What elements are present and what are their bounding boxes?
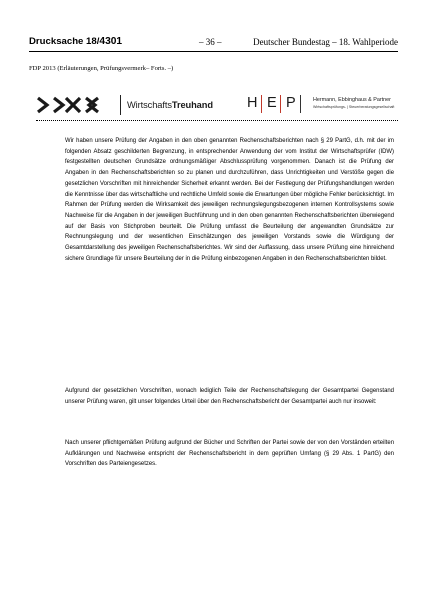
wirtschaftstreuhand-logo-mark [36,94,100,116]
hep-logo-mark [247,94,305,116]
hep-letter-e: E [267,95,277,111]
document-label: Drucksache 18/ [29,36,100,47]
document-number [29,36,122,47]
wordmark-bold: Treuhand [171,100,213,110]
wirtschaftstreuhand-wordmark [127,100,213,110]
section-subheader: FDP 2013 (Erläuterungen, Prüfungsvermerk– Forts. –) [29,65,174,72]
audit-paragraph: Aufgrund der gesetzlichen Vorschriften, wonach lediglich Teile der Rechenschaftslegung der Gesamtpartei Gegenstand unserer Prüfung waren, gilt unser folgendes Urteil über den Rechenschaftsbericht der Gesamtpartei auch nur insoweit: [65,388,394,405]
hep-bar-divider [300,95,301,113]
logo-divider [120,95,121,115]
document-number-value: 4301 [99,36,123,47]
logo-separator-rule [36,120,398,121]
running-header [29,35,398,52]
hep-firm-subtitle: Wirtschaftsprüfungs- | Steuerberatungsgesellschaft [313,105,395,109]
hep-letter-p: P [286,95,296,111]
wordmark-light: Wirtschafts [127,100,172,110]
publisher-label: Deutscher Bundestag – 18. Wahlperiode [253,37,398,47]
hep-bar-accent [261,95,262,113]
page-number: – 36 – [199,37,222,47]
hep-bar-accent [280,95,281,113]
hep-letter-h: H [247,95,258,111]
hep-firm-name: Hermann, Ebbinghaus & Partner [313,97,391,103]
audit-paragraph: Nach unserer pflichtgemäßen Prüfung aufgrund der Bücher und Schriften der Partei sowie der von den Vorständen erteilten Aufklärungen und Nachweise entspricht der Rechenschaftsbericht in dem geprüften Umfang (§ 29 Abs. 1 PartG) den Vorschriften des Parteiengesetzes. [65,440,394,468]
audit-paragraph: Wir haben unsere Prüfung der Angaben in den oben genannten Rechenschaftsberichten nach § 29 PartG, d.h. mit der im folgenden Absatz geschilderten Begrenzung, in entsprechender Anwendung der vom Institut der Wirtschaftsprüfer (IDW) festgestellten deutschen Grundsätze ordnungsmäßiger Abschlussprüfung vorgenommen. Danach ist die Prüfung der Angaben in den Rechenschaftsberichten so zu planen und durchzuführen, dass Unrichtigkeiten und Verstöße gegen die gesetzlichen Vorschriften mit hinreichender Sicherheit erkannt werden. Bei der Festlegung der Prüfungshandlungen werden die Kenntnisse über das wirtschaftliche und rechtliche Umfeld sowie die Erwartungen über mögliche Fehler berücksichtigt. Im Rahmen der Prüfung werden die Wirksamkeit des jeweiligen rechnungslegungsbezogenen internen Kontrollsystems sowie Nachweise für die Angaben in der jeweiligen Buchführung und in den oben genannten Rechenschaftsberichten überwiegend auf der Basis von Stichproben beurteilt. Die Prüfung umfasst die Beurteilung der angewandten Grundsätze zur Rechnungslegung und der wesentlichen Einschätzungen des jeweiligen Vorstands sowie die Würdigung der Gesamtdarstellung des jeweiligen Rechenschaftsberichtes. Wir sind der Auffassung, dass unsere Prüfung eine hinreichend sichere Grundlage für unsere Beurteilung der in die Prüfung einbezogenen Angaben in den Rechenschaftsberichten bildet. [65,138,394,262]
